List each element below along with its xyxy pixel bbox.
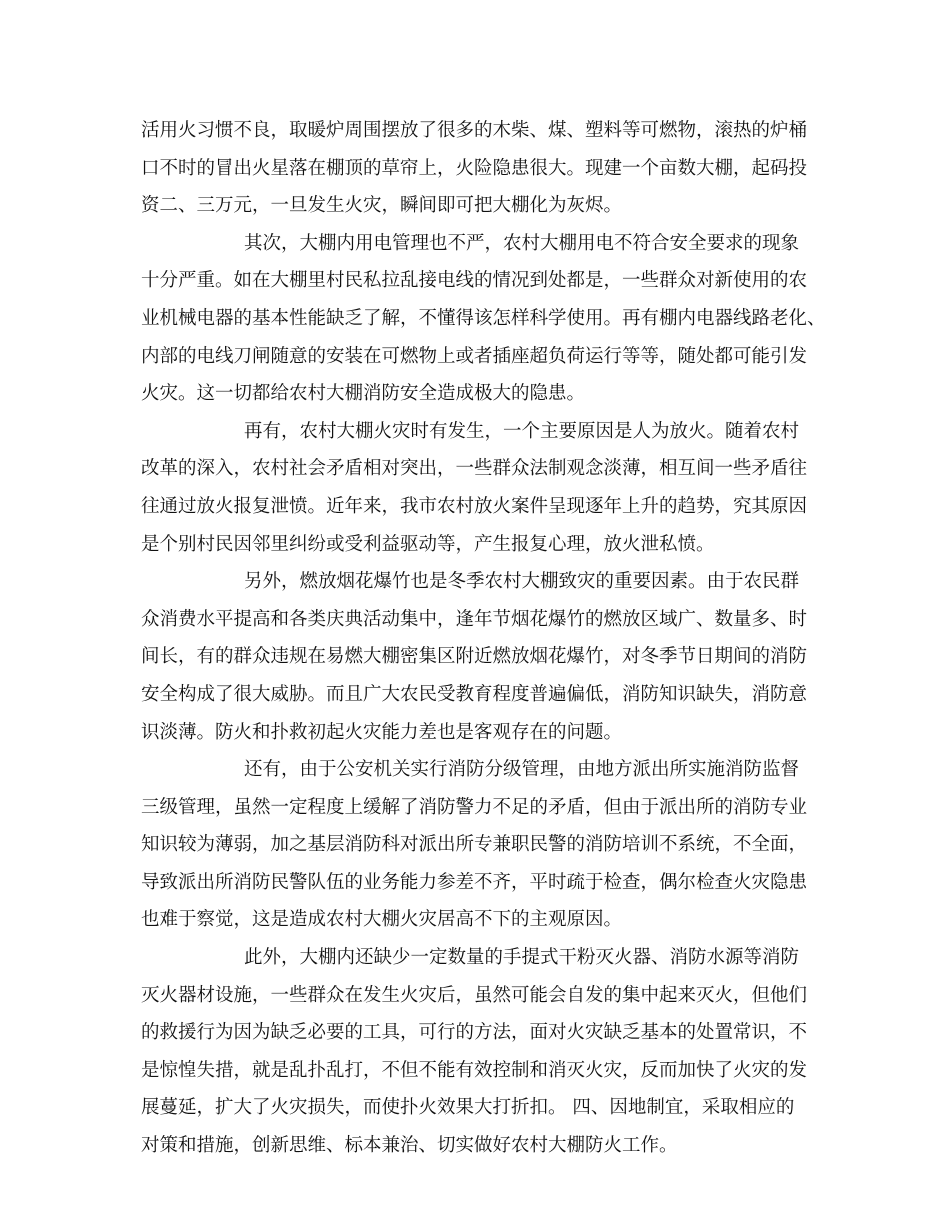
text-line: 内部的电线刀闸随意的安装在可燃物上或者插座超负荷运行等等，随处都可能引发 [141,345,808,367]
text-line: 众消费水平提高和各类庆典活动集中，逢年节烟花爆竹的燃放区域广、数量多、时 [141,608,808,630]
text-line: 安全构成了很大威胁。而且广大农民受教育程度普遍偏低，消防知识缺失，消防意 [141,683,808,705]
paragraph-start-line: 还有，由于公安机关实行消防分级管理，由地方派出所实施消防监督 [244,759,800,781]
text-line: 三级管理，虽然一定程度上缓解了消防警力不足的矛盾，但由于派出所的消防专业 [141,796,808,818]
text-line: 识淡薄。防火和扑救初起火灾能力差也是客观存在的问题。 [141,721,623,743]
text-line: 导致派出所消防民警队伍的业务能力参差不齐，平时疏于检查，偶尔检查火灾隐患 [141,871,808,893]
text-line: 也难于察觉，这是造成农村大棚火灾居高不下的主观原因。 [141,909,623,931]
paragraph-start-line: 此外，大棚内还缺少一定数量的手提式干粉灭火器、消防水源等消防 [244,947,800,969]
text-line: 知识较为薄弱，加之基层消防科对派出所专兼职民警的消防培训不系统，不全面， [141,834,808,856]
paragraph-start-line: 其次，大棚内用电管理也不严，农村大棚用电不符合安全要求的现象 [244,232,800,254]
text-line: 灭火器材设施，一些群众在发生火灾后，虽然可能会自发的集中起来灭火，但他们 [141,984,808,1006]
text-line: 十分严重。如在大棚里村民私拉乱接电线的情况到处都是，一些群众对新使用的农 [141,270,808,292]
text-line: 口不时的冒出火星落在棚顶的草帘上，火险隐患很大。现建一个亩数大棚，起码投 [141,157,808,179]
text-line: 业机械电器的基本性能缺乏了解，不懂得该怎样科学使用。再有棚内电器线路老化、 [141,307,826,329]
text-line: 对策和措施，创新思维、标本兼治、切实做好农村大棚防火工作。 [141,1135,678,1157]
paragraph-start-line: 再有，农村大棚火灾时有发生，一个主要原因是人为放火。随着农村 [244,420,800,442]
text-line: 火灾。这一切都给农村大棚消防安全造成极大的隐患。 [141,383,586,405]
text-line: 往通过放火报复泄愤。近年来，我市农村放火案件呈现逐年上升的趋势，究其原因 [141,495,808,517]
text-line: 间长，有的群众违规在易燃大棚密集区附近燃放烟花爆竹，对冬季节日期间的消防 [141,646,808,668]
body-text [141,112,826,1165]
text-line: 是个别村民因邻里纠纷或受利益驱动等，产生报复心理，放火泄私愤。 [141,533,715,555]
text-line: 展蔓延，扩大了火灾损失，而使扑火效果大打折扣。 四、因地制宜，采取相应的 [141,1097,795,1119]
text-line: 活用火习惯不良，取暖炉周围摆放了很多的木柴、煤、塑料等可燃物，滚热的炉桶 [141,120,808,141]
paragraph-start-line: 另外，燃放烟花爆竹也是冬季农村大棚致灾的重要因素。由于农民群 [244,571,800,593]
text-line: 的救援行为因为缺乏必要的工具，可行的方法，面对火灾缺乏基本的处置常识，不 [141,1022,808,1044]
text-line: 资二、三万元，一旦发生火灾，瞬间即可把大棚化为灰烬。 [141,195,623,217]
text-line: 是惊惶失措，就是乱扑乱打，不但不能有效控制和消灭火灾，反而加快了火灾的发 [141,1059,808,1081]
text-line: 改革的深入，农村社会矛盾相对突出，一些群众法制观念淡薄，相互间一些矛盾往 [141,458,808,480]
